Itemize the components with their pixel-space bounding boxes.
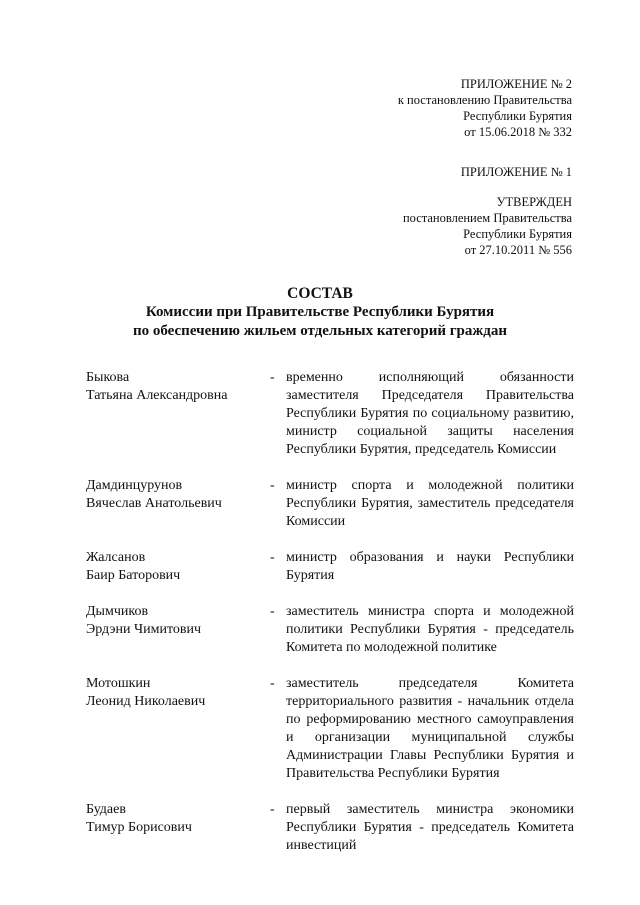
approved-label: УТВЕРЖДЕН <box>496 195 572 209</box>
title-line-1: Комиссии при Правительстве Республики Бурятия <box>145 304 495 320</box>
member-role: заместитель министра спорта и молодежной политики Республики Бурятия - председатель Комитета по молодежной политике <box>286 604 574 655</box>
member-given-name: Леонид Николаевич <box>86 694 206 709</box>
member-role: временно исполняющий обязанности заместителя Председателя Правительства Республики Бурятия по социальному развитию, министр социальной защиты населения Республики Бурятия, председатель Комиссии <box>286 370 574 457</box>
member-dash: - <box>270 550 275 565</box>
member-surname: Жалсанов <box>86 550 146 565</box>
member-name <box>86 801 270 855</box>
member-row <box>86 603 574 657</box>
member-name <box>86 477 270 531</box>
member-name <box>86 603 270 657</box>
member-surname: Быкова <box>86 370 130 385</box>
appendix-2-block <box>398 76 572 140</box>
spacer <box>403 180 572 194</box>
member-name <box>86 675 270 783</box>
appendix-2-heading: ПРИЛОЖЕНИЕ № 2 <box>460 77 572 91</box>
appendix-1-block <box>403 164 572 258</box>
members-list <box>86 369 574 855</box>
member-surname: Дамдинцурунов <box>86 478 183 493</box>
appendix-1-line-2: Республики Бурятия <box>463 227 572 241</box>
appendix-2-line-1: к постановлению Правительства <box>397 93 572 107</box>
document-title <box>0 284 640 341</box>
member-row <box>86 675 574 783</box>
member-role: заместитель председателя Комитета территориального развития - начальник отдела по реформированию местного самоуправления и организации муниципальной службы Администрации Главы Республики Бурятия и Правительства Республики Бурятия <box>286 676 574 781</box>
member-dash: - <box>270 604 275 619</box>
member-name <box>86 549 270 585</box>
member-surname: Будаев <box>86 802 126 817</box>
member-row <box>86 549 574 585</box>
member-role: министр спорта и молодежной политики Республики Бурятия, заместитель председателя Комиссии <box>286 478 574 529</box>
member-surname: Мотошкин <box>86 676 151 691</box>
member-row <box>86 369 574 459</box>
member-dash: - <box>270 370 275 385</box>
member-name <box>86 369 270 459</box>
member-row <box>86 801 574 855</box>
member-dash: - <box>270 478 275 493</box>
member-surname: Дымчиков <box>86 604 149 619</box>
member-given-name: Вячеслав Анатольевич <box>86 496 222 511</box>
appendix-1-line-1: постановлением Правительства <box>402 211 572 225</box>
title-line-2: по обеспечению жильем отдельных категорий граждан <box>132 323 508 339</box>
member-role: первый заместитель министра экономики Республики Бурятия - председатель Комитета инвестиций <box>286 802 574 853</box>
member-given-name: Эрдэни Чимитович <box>86 622 202 637</box>
appendix-1-heading: ПРИЛОЖЕНИЕ № 1 <box>460 165 572 179</box>
member-given-name: Тимур Борисович <box>86 820 192 835</box>
member-row <box>86 477 574 531</box>
member-given-name: Татьяна Александровна <box>86 388 228 403</box>
member-dash: - <box>270 802 275 817</box>
appendix-1-line-3: от 27.10.2011 № 556 <box>464 243 572 257</box>
member-role: министр образования и науки Республики Бурятия <box>286 550 574 583</box>
appendix-2-line-2: Республики Бурятия <box>463 109 572 123</box>
member-dash: - <box>270 676 275 691</box>
member-given-name: Баир Баторович <box>86 568 181 583</box>
title-main: СОСТАВ <box>287 285 353 302</box>
appendix-2-line-3: от 15.06.2018 № 332 <box>464 125 572 139</box>
